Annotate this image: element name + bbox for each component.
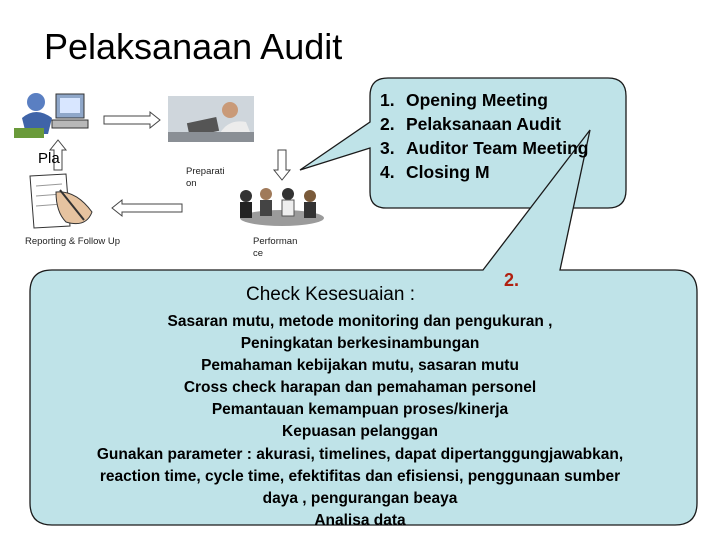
callout-2-line: Analisa data bbox=[314, 511, 406, 529]
callout-2-body bbox=[40, 311, 680, 532]
performance-label: Performan ce bbox=[253, 236, 298, 259]
callout-2-line: Sasaran mutu, metode monitoring dan pengukuran , bbox=[167, 313, 553, 330]
callout-2-line: Pemantauan kemampuan proses/kinerja bbox=[211, 401, 509, 419]
callout-1-item: 1. Opening Meeting bbox=[380, 90, 548, 110]
callout-2-line: Kepuasan pelanggan bbox=[282, 423, 438, 441]
reporting-follow-up-label: Reporting & Follow Up bbox=[25, 236, 121, 247]
callout-2-line: Gunakan parameter : akurasi, timelines, dapat dipertanggungjawabkan, bbox=[96, 445, 624, 463]
callout-1-item: 3. Auditor Team Meeting bbox=[380, 138, 589, 158]
callout-2-line: reaction time, cycle time, efektifitas dan efisiensi, penggunaan sumber bbox=[99, 467, 621, 485]
callout-1-item: 4. Closing M bbox=[380, 162, 490, 182]
callout-1-item: 2. Pelaksanaan Audit bbox=[380, 114, 561, 134]
slide-title: Pelaksanaan Audit bbox=[44, 26, 343, 67]
callout-2-line: Cross check harapan dan pemahaman personel bbox=[183, 379, 537, 397]
callout-2-line: Peningkatan berkesinambungan bbox=[240, 335, 480, 353]
plan-label: Pla bbox=[38, 150, 60, 167]
callout-2-line: daya , pengurangan beaya bbox=[262, 489, 458, 507]
callout-2-line: Pemahaman kebijakan mutu, sasaran mutu bbox=[201, 357, 519, 375]
preparation-label: Preparati on bbox=[186, 166, 225, 189]
callout-2-number: 2. bbox=[504, 270, 520, 290]
check-kesesuaian-heading: Check Kesesuaian : bbox=[246, 284, 415, 305]
callout-1-list bbox=[380, 88, 606, 184]
